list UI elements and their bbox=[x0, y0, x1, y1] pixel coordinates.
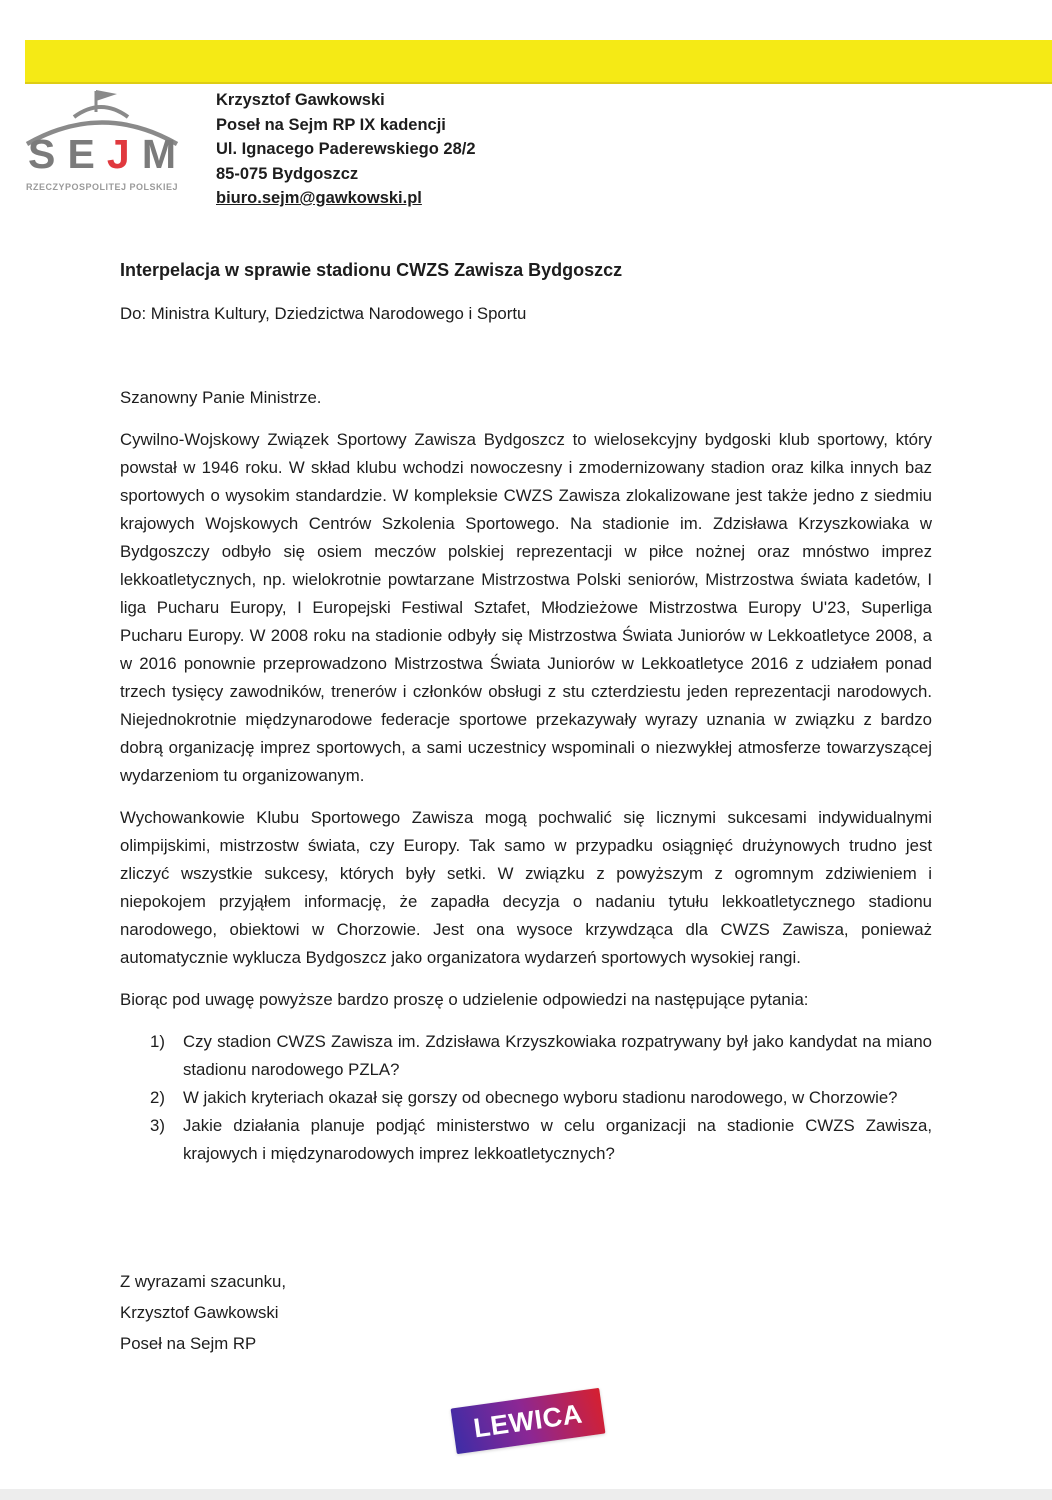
question-text: W jakich kryteriach okazał się gorszy od obecnego wyboru stadionu narodowego, w Chorzowie? bbox=[183, 1088, 898, 1107]
question-number: 3) bbox=[150, 1116, 165, 1135]
closing-block bbox=[120, 1266, 286, 1359]
sejm-letter: M bbox=[141, 131, 176, 177]
closing-role: Poseł na Sejm RP bbox=[120, 1334, 257, 1353]
flag-icon bbox=[96, 90, 117, 101]
sender-role: Poseł na Sejm RP IX kadencji bbox=[216, 115, 446, 134]
question-text: Jakie działania planuje podjąć ministerstwo w celu organizacji na stadionie CWZS Zawisza, krajowych i międzynarodowych imprez lekkoatletycznych? bbox=[183, 1116, 932, 1163]
sejm-letter: S bbox=[28, 131, 56, 177]
question-item bbox=[150, 1028, 932, 1084]
sejm-logo bbox=[24, 84, 180, 192]
question-item bbox=[150, 1084, 932, 1112]
sejm-caption: RZECZYPOSPOLITEJ POLSKIEJ bbox=[25, 182, 179, 192]
lewica-logo bbox=[451, 1388, 606, 1454]
questions-list bbox=[120, 1028, 932, 1168]
sejm-letter-red-j: J bbox=[106, 131, 130, 177]
letter-title: Interpelacja w sprawie stadionu CWZS Zawisza Bydgoszcz bbox=[120, 260, 623, 280]
letter-body bbox=[120, 256, 932, 1168]
letter-salutation: Szanowny Panie Ministrze. bbox=[120, 388, 322, 407]
sender-email-link[interactable]: biuro.sejm@gawkowski.pl bbox=[216, 189, 422, 207]
sejm-letter: E bbox=[67, 131, 95, 177]
letter-lead-in: Biorąc pod uwagę powyższe bardzo proszę o udzielenie odpowiedzi na następujące pytania: bbox=[120, 990, 809, 1009]
question-item bbox=[150, 1112, 932, 1168]
sender-block bbox=[216, 88, 476, 211]
page-bottom-strip bbox=[0, 1489, 1052, 1500]
sender-name: Krzysztof Gawkowski bbox=[216, 91, 385, 109]
letter-paragraph: Cywilno-Wojskowy Związek Sportowy Zawisza Bydgoszcz to wielosekcyjny bydgoski klub sportowy, który powstał w 1946 roku. W skład klubu wchodzi nowoczesny i zmodernizowany stadion oraz kilka innych baz sportowych o wysokim standardzie. W kompleksie CWZS Zawisza zlokalizowane jest także jedno z siedmiu krajowych Wojskowych Centrów Szkolenia Sportowego. Na stadionie im. Zdzisława Krzyszkowiaka w Bydgoszczy odbyło się osiem meczów polskiej reprezentacji w piłce nożnej oraz mnóstwo imprez lekkoatletycznych, np. wielokrotnie powtarzane Mistrzostwa Polski seniorów, Mistrzostwa świata kadetów, I liga Pucharu Europy, I Europejski Festiwal Sztafet, Młodzieżowe Mistrzostwa Europy U'23, Superliga Pucharu Europy. W 2008 roku na stadionie odbyły się Mistrzostwa Świata Juniorów w Lekkoatletyce 2008, a w 2016 ponownie przeprowadzono Mistrzostwa Świata Juniorów w Lekkoatletyce 2016 z udziałem ponad trzech tysięcy zawodników, trenerów i członków obsługi z stu czterdziestu jeden reprezentacji narodowych. Niejednokrotnie międzynarodowe federacje sportowe przekazywały wyrazy uznania w związku z bardzo dobrą organizację imprez sportowych, a sami uczestnicy wspominali o niezwykłej atmosferze towarzyszącej wydarzeniom tu organizowanym. bbox=[120, 430, 932, 785]
question-text: Czy stadion CWZS Zawisza im. Zdzisława Krzyszkowiaka rozpatrywany był jako kandydat na miano stadionu narodowego PZLA? bbox=[183, 1032, 932, 1079]
question-number: 2) bbox=[150, 1088, 165, 1107]
top-yellow-band bbox=[25, 40, 1052, 84]
sender-city: 85-075 Bydgoszcz bbox=[216, 164, 359, 183]
closing-name: Krzysztof Gawkowski bbox=[120, 1303, 279, 1322]
letter-recipient: Do: Ministra Kultury, Dziedzictwa Narodowego i Sportu bbox=[120, 304, 527, 323]
sejm-wordmark bbox=[24, 131, 180, 177]
sender-street: Ul. Ignacego Paderewskiego 28/2 bbox=[216, 140, 476, 158]
question-number: 1) bbox=[150, 1032, 165, 1051]
lewica-wordmark: LEWICA bbox=[471, 1398, 585, 1443]
closing-salutation: Z wyrazami szacunku, bbox=[120, 1272, 286, 1291]
letter-paragraph: Wychowankowie Klubu Sportowego Zawisza mogą pochwalić się licznymi sukcesami indywidualnymi olimpijskimi, mistrzostw świata, czy Europy. Tak samo w przypadku osiągnięć drużynowych trudno jest zliczyć wszystkie sukcesy, których były setki. W związku z powyższym z ogromnym zdziwieniem i niepokojem przyjąłem informację, że zapadła decyzja o nadaniu tytułu lekkoatletycznego stadionu narodowego, obiektowi w Chorzowie. Jest ona wysoce krzywdząca dla CWZS Zawisza, ponieważ automatycznie wyklucza Bydgoszcz jako organizatora wydarzeń sportowych wysokiej rangi. bbox=[120, 808, 932, 967]
